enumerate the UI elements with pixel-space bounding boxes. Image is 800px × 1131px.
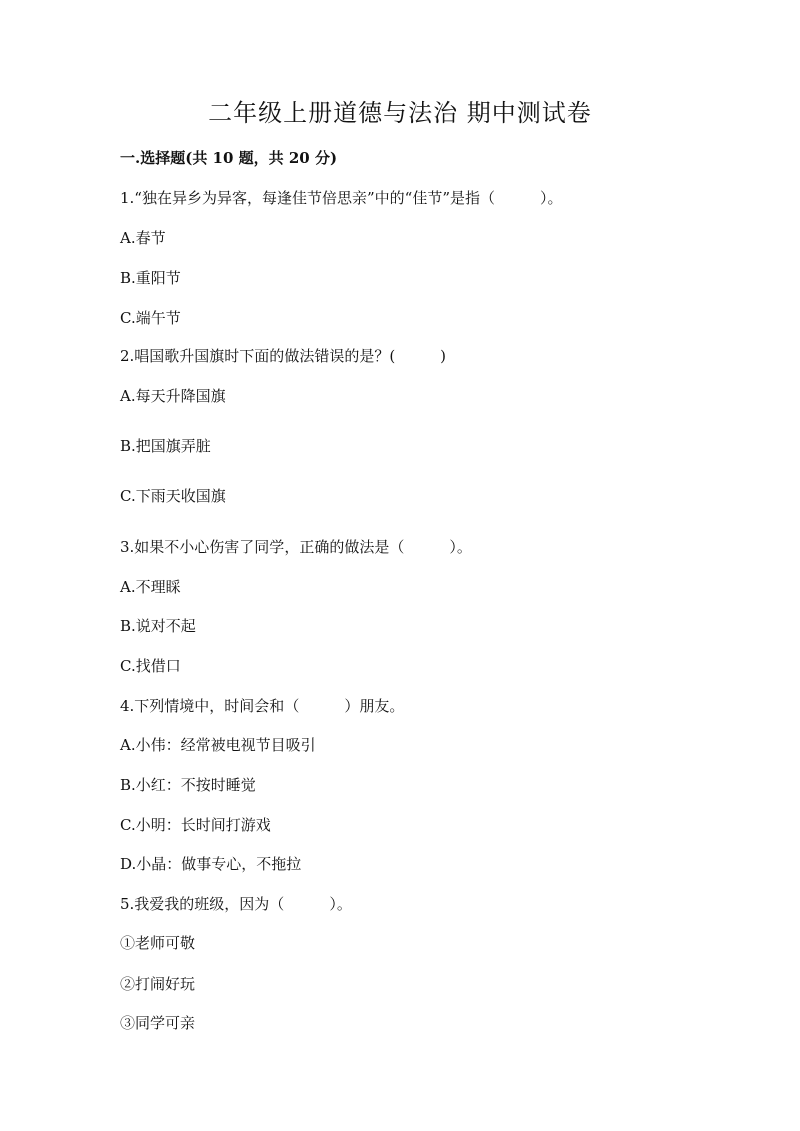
question-5-stem: 5.我爱我的班级，因为（ ）。 bbox=[120, 895, 352, 913]
question-2-option-a: A.每天升降国旗 bbox=[120, 387, 226, 405]
question-1-option-c: C.端午节 bbox=[120, 309, 181, 327]
page-title: 二年级上册道德与法治 期中测试卷 bbox=[208, 99, 592, 127]
question-3-option-a: A.不理睬 bbox=[120, 578, 181, 596]
question-4-option-a: A.小伟：经常被电视节目吸引 bbox=[120, 736, 316, 754]
question-4-option-d: D.小晶：做事专心，不拖拉 bbox=[120, 855, 302, 873]
question-4-option-c: C.小明：长时间打游戏 bbox=[120, 816, 271, 834]
question-4-stem: 4.下列情境中，时间会和（ ）朋友。 bbox=[120, 697, 405, 715]
question-3-option-b: B.说对不起 bbox=[120, 617, 196, 635]
question-5-option-1: ①老师可敬 bbox=[120, 934, 196, 952]
question-1-stem: 1.“独在异乡为异客，每逢佳节倍思亲”中的“佳节”是指（ ）。 bbox=[120, 189, 563, 207]
question-2-option-c: C.下雨天收国旗 bbox=[120, 487, 226, 505]
question-2-option-b: B.把国旗弄脏 bbox=[120, 437, 211, 455]
question-5-option-2: ②打闹好玩 bbox=[120, 975, 196, 993]
section-heading: 一.选择题(共 10 题，共 20 分) bbox=[120, 149, 338, 167]
question-3-stem: 3.如果不小心伤害了同学，正确的做法是（ ）。 bbox=[120, 538, 472, 556]
question-4-option-b: B.小红：不按时睡觉 bbox=[120, 776, 256, 794]
question-2-stem: 2.唱国歌升国旗时下面的做法错误的是？( ) bbox=[120, 347, 447, 365]
question-3-option-c: C.找借口 bbox=[120, 657, 181, 675]
question-5-option-3: ③同学可亲 bbox=[120, 1014, 196, 1032]
question-1-option-b: B.重阳节 bbox=[120, 269, 181, 287]
question-1-option-a: A.春节 bbox=[120, 229, 166, 247]
